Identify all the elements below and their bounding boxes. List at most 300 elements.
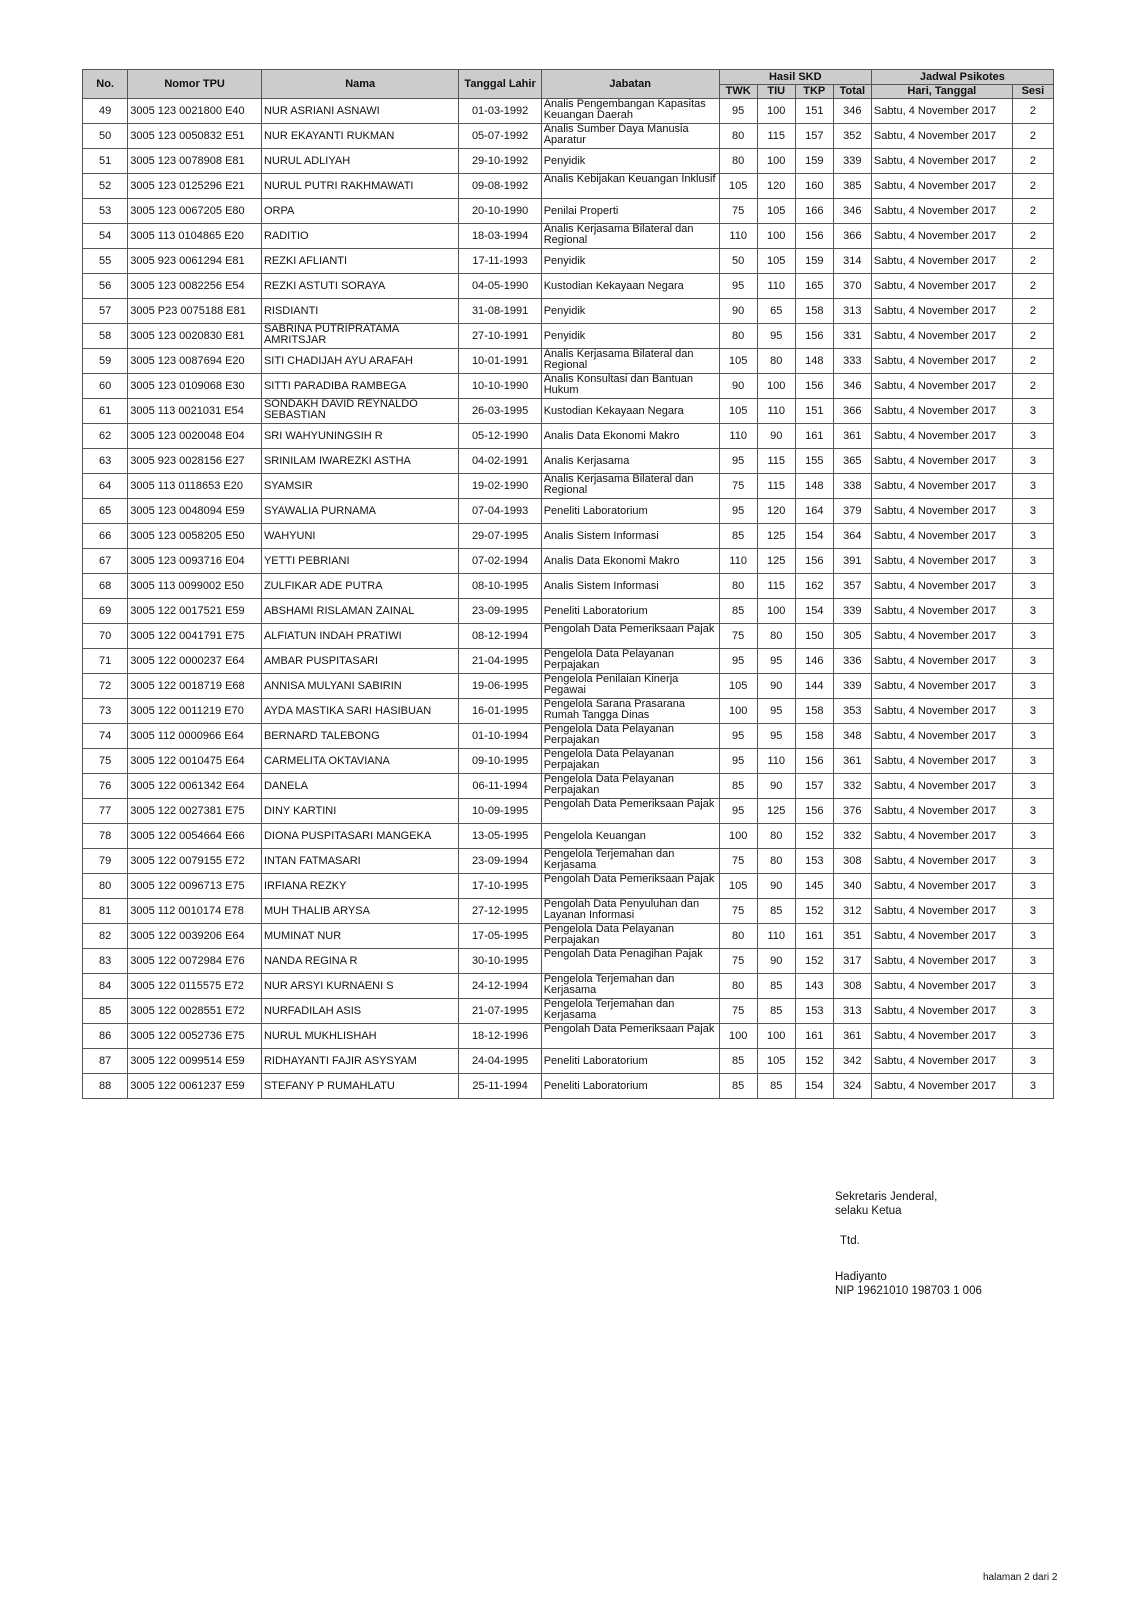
cell-tiu: 115 <box>757 574 795 599</box>
cell-tanggal-lahir: 17-05-1995 <box>459 924 541 949</box>
cell-hari-tanggal: Sabtu, 4 November 2017 <box>871 899 1012 924</box>
cell-sesi: 2 <box>1012 99 1053 124</box>
results-table <box>82 69 1054 1099</box>
cell-sesi: 3 <box>1012 424 1053 449</box>
cell-nama: SONDAKH DAVID REYNALDO SEBASTIAN <box>261 399 458 424</box>
cell-nama: SABRINA PUTRIPRATAMA AMRITSJAR <box>261 324 458 349</box>
cell-sesi: 3 <box>1012 674 1053 699</box>
table-row <box>83 774 1054 799</box>
header-sesi: Sesi <box>1012 84 1053 99</box>
cell-jabatan: Analis Pengembangan Kapasitas Keuangan Daerah <box>541 99 719 124</box>
cell-jabatan: Analis Data Ekonomi Makro <box>541 549 719 574</box>
cell-nomor-tpu: 3005 123 0058205 E50 <box>128 524 262 549</box>
cell-jabatan: Pengelola Data Pelayanan Perpajakan <box>541 924 719 949</box>
cell-tanggal-lahir: 10-01-1991 <box>459 349 541 374</box>
cell-jabatan: Pengelola Keuangan <box>541 824 719 849</box>
cell-no: 56 <box>83 274 128 299</box>
cell-total: 352 <box>833 124 871 149</box>
cell-jabatan: Analis Sistem Informasi <box>541 574 719 599</box>
cell-tiu: 115 <box>757 474 795 499</box>
cell-no: 67 <box>83 549 128 574</box>
cell-jabatan: Pengolah Data Pemeriksaan Pajak <box>541 1024 719 1049</box>
cell-no: 68 <box>83 574 128 599</box>
table-row <box>83 799 1054 824</box>
cell-total: 336 <box>833 649 871 674</box>
cell-tiu: 105 <box>757 249 795 274</box>
cell-sesi: 3 <box>1012 924 1053 949</box>
cell-tkp: 156 <box>795 374 833 399</box>
cell-tiu: 100 <box>757 149 795 174</box>
cell-tanggal-lahir: 04-05-1990 <box>459 274 541 299</box>
cell-total: 365 <box>833 449 871 474</box>
cell-sesi: 2 <box>1012 299 1053 324</box>
cell-twk: 75 <box>719 199 757 224</box>
cell-twk: 80 <box>719 124 757 149</box>
cell-twk: 50 <box>719 249 757 274</box>
cell-tiu: 95 <box>757 324 795 349</box>
cell-tanggal-lahir: 08-12-1994 <box>459 624 541 649</box>
cell-total: 366 <box>833 399 871 424</box>
cell-tiu: 90 <box>757 949 795 974</box>
cell-tanggal-lahir: 17-10-1995 <box>459 874 541 899</box>
header-total: Total <box>833 84 871 99</box>
cell-hari-tanggal: Sabtu, 4 November 2017 <box>871 149 1012 174</box>
cell-nomor-tpu: 3005 123 0082256 E54 <box>128 274 262 299</box>
cell-sesi: 3 <box>1012 774 1053 799</box>
cell-sesi: 3 <box>1012 399 1053 424</box>
cell-no: 88 <box>83 1074 128 1099</box>
cell-hari-tanggal: Sabtu, 4 November 2017 <box>871 924 1012 949</box>
cell-tiu: 85 <box>757 999 795 1024</box>
cell-no: 65 <box>83 499 128 524</box>
cell-hari-tanggal: Sabtu, 4 November 2017 <box>871 224 1012 249</box>
cell-hari-tanggal: Sabtu, 4 November 2017 <box>871 174 1012 199</box>
cell-hari-tanggal: Sabtu, 4 November 2017 <box>871 874 1012 899</box>
cell-total: 370 <box>833 274 871 299</box>
cell-twk: 85 <box>719 1049 757 1074</box>
cell-tkp: 159 <box>795 249 833 274</box>
cell-total: 366 <box>833 224 871 249</box>
table-row <box>83 99 1054 124</box>
header-tkp: TKP <box>795 84 833 99</box>
cell-nomor-tpu: 3005 122 0079155 E72 <box>128 849 262 874</box>
cell-total: 353 <box>833 699 871 724</box>
cell-nomor-tpu: 3005 123 0087694 E20 <box>128 349 262 374</box>
cell-nama: NANDA REGINA R <box>261 949 458 974</box>
cell-no: 83 <box>83 949 128 974</box>
cell-tanggal-lahir: 31-08-1991 <box>459 299 541 324</box>
cell-twk: 80 <box>719 149 757 174</box>
table-row <box>83 174 1054 199</box>
cell-nomor-tpu: 3005 P23 0075188 E81 <box>128 299 262 324</box>
cell-tiu: 110 <box>757 274 795 299</box>
cell-twk: 85 <box>719 774 757 799</box>
cell-hari-tanggal: Sabtu, 4 November 2017 <box>871 249 1012 274</box>
cell-tkp: 148 <box>795 474 833 499</box>
cell-tanggal-lahir: 05-07-1992 <box>459 124 541 149</box>
cell-tkp: 166 <box>795 199 833 224</box>
cell-tkp: 162 <box>795 574 833 599</box>
cell-hari-tanggal: Sabtu, 4 November 2017 <box>871 1024 1012 1049</box>
table-row <box>83 1074 1054 1099</box>
cell-nama: NUR EKAYANTI RUKMAN <box>261 124 458 149</box>
cell-nama: DINY KARTINI <box>261 799 458 824</box>
cell-hari-tanggal: Sabtu, 4 November 2017 <box>871 799 1012 824</box>
cell-sesi: 3 <box>1012 1049 1053 1074</box>
cell-jabatan: Analis Kerjasama <box>541 449 719 474</box>
cell-tanggal-lahir: 07-04-1993 <box>459 499 541 524</box>
cell-hari-tanggal: Sabtu, 4 November 2017 <box>871 374 1012 399</box>
cell-total: 333 <box>833 349 871 374</box>
cell-total: 338 <box>833 474 871 499</box>
cell-tkp: 151 <box>795 99 833 124</box>
cell-twk: 105 <box>719 874 757 899</box>
cell-tkp: 161 <box>795 1024 833 1049</box>
table-row <box>83 724 1054 749</box>
cell-hari-tanggal: Sabtu, 4 November 2017 <box>871 1074 1012 1099</box>
header-nama: Nama <box>261 70 458 99</box>
cell-total: 340 <box>833 874 871 899</box>
cell-hari-tanggal: Sabtu, 4 November 2017 <box>871 599 1012 624</box>
cell-tanggal-lahir: 24-12-1994 <box>459 974 541 999</box>
cell-jabatan: Analis Kerjasama Bilateral dan Regional <box>541 349 719 374</box>
cell-twk: 75 <box>719 624 757 649</box>
cell-tkp: 161 <box>795 924 833 949</box>
cell-tiu: 110 <box>757 924 795 949</box>
cell-tiu: 105 <box>757 1049 795 1074</box>
cell-nomor-tpu: 3005 122 0017521 E59 <box>128 599 262 624</box>
cell-nama: MUMINAT NUR <box>261 924 458 949</box>
cell-no: 55 <box>83 249 128 274</box>
cell-tkp: 161 <box>795 424 833 449</box>
cell-total: 379 <box>833 499 871 524</box>
cell-jabatan: Pengelola Sarana Prasarana Rumah Tangga Dinas <box>541 699 719 724</box>
header-jabatan: Jabatan <box>541 70 719 99</box>
table-row <box>83 549 1054 574</box>
cell-nomor-tpu: 3005 123 0067205 E80 <box>128 199 262 224</box>
cell-tanggal-lahir: 23-09-1995 <box>459 599 541 624</box>
cell-nomor-tpu: 3005 123 0050832 E51 <box>128 124 262 149</box>
cell-sesi: 3 <box>1012 699 1053 724</box>
cell-tkp: 145 <box>795 874 833 899</box>
table-row <box>83 474 1054 499</box>
cell-nomor-tpu: 3005 122 0061342 E64 <box>128 774 262 799</box>
cell-jabatan: Pengolah Data Penyuluhan dan Layanan Informasi <box>541 899 719 924</box>
table-row <box>83 249 1054 274</box>
cell-tiu: 90 <box>757 674 795 699</box>
cell-twk: 75 <box>719 999 757 1024</box>
cell-nama: NUR ASRIANI ASNAWI <box>261 99 458 124</box>
cell-tkp: 158 <box>795 699 833 724</box>
cell-no: 63 <box>83 449 128 474</box>
cell-jabatan: Pengelola Penilaian Kinerja Pegawai <box>541 674 719 699</box>
cell-twk: 80 <box>719 324 757 349</box>
cell-nama: STEFANY P RUMAHLATU <box>261 1074 458 1099</box>
cell-total: 332 <box>833 824 871 849</box>
cell-sesi: 3 <box>1012 899 1053 924</box>
cell-sesi: 2 <box>1012 374 1053 399</box>
cell-tiu: 95 <box>757 649 795 674</box>
cell-twk: 100 <box>719 699 757 724</box>
cell-tiu: 100 <box>757 599 795 624</box>
cell-nama: SYAWALIA PURNAMA <box>261 499 458 524</box>
cell-tanggal-lahir: 08-10-1995 <box>459 574 541 599</box>
cell-nomor-tpu: 3005 122 0099514 E59 <box>128 1049 262 1074</box>
cell-nama: NURFADILAH ASIS <box>261 999 458 1024</box>
cell-total: 313 <box>833 299 871 324</box>
header-jadwal-psikotes: Jadwal Psikotes <box>871 70 1053 85</box>
cell-no: 64 <box>83 474 128 499</box>
cell-total: 339 <box>833 149 871 174</box>
cell-nomor-tpu: 3005 113 0099002 E50 <box>128 574 262 599</box>
cell-no: 59 <box>83 349 128 374</box>
cell-total: 376 <box>833 799 871 824</box>
cell-tkp: 160 <box>795 174 833 199</box>
cell-sesi: 3 <box>1012 749 1053 774</box>
cell-tkp: 143 <box>795 974 833 999</box>
cell-tanggal-lahir: 10-10-1990 <box>459 374 541 399</box>
cell-sesi: 3 <box>1012 574 1053 599</box>
cell-twk: 110 <box>719 424 757 449</box>
cell-nama: DANELA <box>261 774 458 799</box>
cell-tiu: 85 <box>757 899 795 924</box>
table-row <box>83 524 1054 549</box>
cell-tkp: 156 <box>795 224 833 249</box>
cell-tanggal-lahir: 05-12-1990 <box>459 424 541 449</box>
cell-twk: 105 <box>719 674 757 699</box>
cell-twk: 90 <box>719 374 757 399</box>
cell-nama: WAHYUNI <box>261 524 458 549</box>
table-row <box>83 149 1054 174</box>
cell-twk: 85 <box>719 1074 757 1099</box>
cell-nomor-tpu: 3005 122 0052736 E75 <box>128 1024 262 1049</box>
cell-no: 50 <box>83 124 128 149</box>
cell-sesi: 3 <box>1012 474 1053 499</box>
table-row <box>83 899 1054 924</box>
header-tiu: TIU <box>757 84 795 99</box>
cell-hari-tanggal: Sabtu, 4 November 2017 <box>871 949 1012 974</box>
cell-hari-tanggal: Sabtu, 4 November 2017 <box>871 974 1012 999</box>
cell-tanggal-lahir: 04-02-1991 <box>459 449 541 474</box>
cell-hari-tanggal: Sabtu, 4 November 2017 <box>871 724 1012 749</box>
table-row <box>83 924 1054 949</box>
cell-tkp: 156 <box>795 549 833 574</box>
header-no: No. <box>83 70 128 99</box>
cell-total: 308 <box>833 849 871 874</box>
cell-total: 361 <box>833 424 871 449</box>
cell-nama: SYAMSIR <box>261 474 458 499</box>
cell-twk: 75 <box>719 899 757 924</box>
cell-jabatan: Analis Sumber Daya Manusia Aparatur <box>541 124 719 149</box>
cell-hari-tanggal: Sabtu, 4 November 2017 <box>871 824 1012 849</box>
cell-no: 57 <box>83 299 128 324</box>
cell-sesi: 2 <box>1012 174 1053 199</box>
cell-total: 385 <box>833 174 871 199</box>
cell-nama: MUH THALIB ARYSA <box>261 899 458 924</box>
header-tanggal-lahir: Tanggal Lahir <box>459 70 541 99</box>
cell-hari-tanggal: Sabtu, 4 November 2017 <box>871 124 1012 149</box>
cell-tanggal-lahir: 30-10-1995 <box>459 949 541 974</box>
cell-nomor-tpu: 3005 123 0125296 E21 <box>128 174 262 199</box>
cell-twk: 105 <box>719 174 757 199</box>
cell-tiu: 95 <box>757 699 795 724</box>
table-row <box>83 824 1054 849</box>
cell-tanggal-lahir: 26-03-1995 <box>459 399 541 424</box>
signature-ttd: Ttd. <box>840 1235 860 1247</box>
cell-tiu: 115 <box>757 124 795 149</box>
cell-no: 76 <box>83 774 128 799</box>
cell-nomor-tpu: 3005 122 0072984 E76 <box>128 949 262 974</box>
cell-hari-tanggal: Sabtu, 4 November 2017 <box>871 574 1012 599</box>
cell-sesi: 3 <box>1012 1074 1053 1099</box>
cell-twk: 95 <box>719 499 757 524</box>
cell-tkp: 158 <box>795 299 833 324</box>
cell-nama: INTAN FATMASARI <box>261 849 458 874</box>
cell-no: 84 <box>83 974 128 999</box>
cell-jabatan: Analis Data Ekonomi Makro <box>541 424 719 449</box>
cell-nomor-tpu: 3005 923 0028156 E27 <box>128 449 262 474</box>
cell-tiu: 120 <box>757 499 795 524</box>
cell-nomor-tpu: 3005 122 0028551 E72 <box>128 999 262 1024</box>
cell-tanggal-lahir: 27-10-1991 <box>459 324 541 349</box>
cell-tkp: 156 <box>795 324 833 349</box>
cell-sesi: 2 <box>1012 349 1053 374</box>
cell-twk: 75 <box>719 949 757 974</box>
cell-no: 49 <box>83 99 128 124</box>
cell-total: 346 <box>833 99 871 124</box>
table-row <box>83 124 1054 149</box>
cell-twk: 75 <box>719 849 757 874</box>
cell-jabatan: Pengolah Data Penagihan Pajak <box>541 949 719 974</box>
cell-jabatan: Penyidik <box>541 299 719 324</box>
cell-no: 60 <box>83 374 128 399</box>
cell-tiu: 90 <box>757 424 795 449</box>
cell-twk: 85 <box>719 524 757 549</box>
table-row <box>83 624 1054 649</box>
cell-tkp: 156 <box>795 749 833 774</box>
signature-role: selaku Ketua <box>835 1205 902 1217</box>
cell-tanggal-lahir: 01-03-1992 <box>459 99 541 124</box>
table-row <box>83 649 1054 674</box>
table-row <box>83 374 1054 399</box>
header-twk: TWK <box>719 84 757 99</box>
table-row <box>83 349 1054 374</box>
cell-sesi: 3 <box>1012 724 1053 749</box>
cell-nama: ANNISA MULYANI SABIRIN <box>261 674 458 699</box>
cell-tkp: 154 <box>795 524 833 549</box>
table-row <box>83 574 1054 599</box>
cell-sesi: 3 <box>1012 949 1053 974</box>
cell-nomor-tpu: 3005 122 0011219 E70 <box>128 699 262 724</box>
cell-jabatan: Penilai Properti <box>541 199 719 224</box>
cell-no: 58 <box>83 324 128 349</box>
table-row <box>83 499 1054 524</box>
table-row <box>83 949 1054 974</box>
cell-total: 331 <box>833 324 871 349</box>
cell-tkp: 146 <box>795 649 833 674</box>
cell-nama: ABSHAMI RISLAMAN ZAINAL <box>261 599 458 624</box>
cell-no: 81 <box>83 899 128 924</box>
cell-tkp: 153 <box>795 999 833 1024</box>
cell-twk: 110 <box>719 224 757 249</box>
cell-tanggal-lahir: 21-04-1995 <box>459 649 541 674</box>
cell-twk: 80 <box>719 974 757 999</box>
cell-no: 82 <box>83 924 128 949</box>
cell-nama: CARMELITA OKTAVIANA <box>261 749 458 774</box>
cell-tiu: 100 <box>757 224 795 249</box>
cell-tanggal-lahir: 10-09-1995 <box>459 799 541 824</box>
cell-jabatan: Penyidik <box>541 324 719 349</box>
table-row <box>83 699 1054 724</box>
cell-tkp: 165 <box>795 274 833 299</box>
cell-hari-tanggal: Sabtu, 4 November 2017 <box>871 474 1012 499</box>
cell-sesi: 3 <box>1012 499 1053 524</box>
cell-total: 314 <box>833 249 871 274</box>
cell-jabatan: Peneliti Laboratorium <box>541 499 719 524</box>
table-row <box>83 1049 1054 1074</box>
cell-tiu: 120 <box>757 174 795 199</box>
cell-nomor-tpu: 3005 113 0104865 E20 <box>128 224 262 249</box>
cell-sesi: 3 <box>1012 824 1053 849</box>
cell-tkp: 153 <box>795 849 833 874</box>
cell-total: 346 <box>833 374 871 399</box>
cell-jabatan: Analis Konsultasi dan Bantuan Hukum <box>541 374 719 399</box>
signatory-nip: NIP 19621010 198703 1 006 <box>835 1285 982 1297</box>
cell-nama: RADITIO <box>261 224 458 249</box>
cell-nama: AMBAR PUSPITASARI <box>261 649 458 674</box>
cell-no: 87 <box>83 1049 128 1074</box>
cell-sesi: 2 <box>1012 274 1053 299</box>
cell-tanggal-lahir: 29-10-1992 <box>459 149 541 174</box>
cell-twk: 100 <box>719 1024 757 1049</box>
cell-tiu: 100 <box>757 99 795 124</box>
cell-hari-tanggal: Sabtu, 4 November 2017 <box>871 449 1012 474</box>
cell-hari-tanggal: Sabtu, 4 November 2017 <box>871 499 1012 524</box>
table-row <box>83 424 1054 449</box>
table-row <box>83 224 1054 249</box>
cell-tiu: 105 <box>757 199 795 224</box>
cell-tkp: 164 <box>795 499 833 524</box>
cell-nama: REZKI AFLIANTI <box>261 249 458 274</box>
cell-total: 313 <box>833 999 871 1024</box>
cell-tkp: 155 <box>795 449 833 474</box>
cell-no: 53 <box>83 199 128 224</box>
cell-nomor-tpu: 3005 113 0021031 E54 <box>128 399 262 424</box>
cell-hari-tanggal: Sabtu, 4 November 2017 <box>871 399 1012 424</box>
cell-twk: 90 <box>719 299 757 324</box>
cell-no: 73 <box>83 699 128 724</box>
cell-tiu: 85 <box>757 974 795 999</box>
cell-no: 61 <box>83 399 128 424</box>
cell-total: 308 <box>833 974 871 999</box>
cell-sesi: 3 <box>1012 549 1053 574</box>
cell-tanggal-lahir: 13-05-1995 <box>459 824 541 849</box>
cell-tiu: 65 <box>757 299 795 324</box>
cell-total: 339 <box>833 674 871 699</box>
table-row <box>83 449 1054 474</box>
cell-tiu: 100 <box>757 1024 795 1049</box>
cell-total: 364 <box>833 524 871 549</box>
cell-nomor-tpu: 3005 123 0078908 E81 <box>128 149 262 174</box>
cell-tiu: 100 <box>757 374 795 399</box>
page-number: halaman 2 dari 2 <box>983 1572 1058 1583</box>
cell-twk: 100 <box>719 824 757 849</box>
cell-jabatan: Pengolah Data Pemeriksaan Pajak <box>541 624 719 649</box>
header-hari-tanggal: Hari, Tanggal <box>871 84 1012 99</box>
table-row <box>83 1024 1054 1049</box>
cell-nama: YETTI PEBRIANI <box>261 549 458 574</box>
table-row <box>83 399 1054 424</box>
